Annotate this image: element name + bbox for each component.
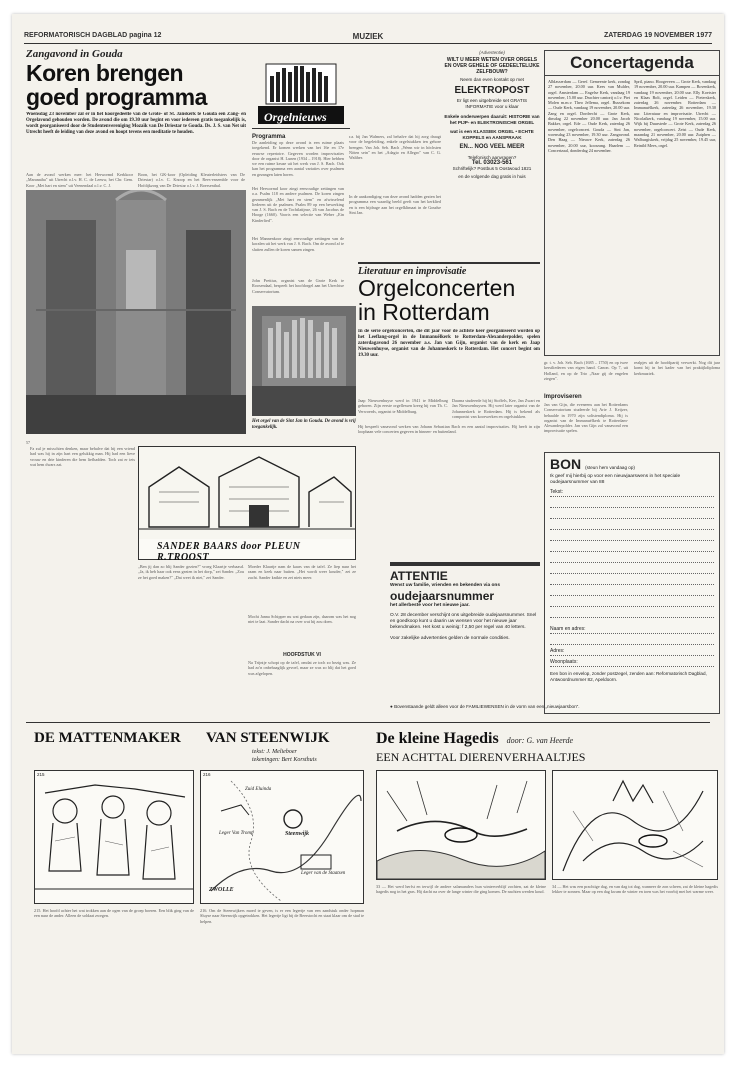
zangavond-kicker: Zangavond in Gouda — [26, 48, 123, 60]
map-label-leger-tromp: Leger Van Tromp — [219, 831, 254, 836]
sander-body-3: Moeder Klaartje nam de kaars van de tafel. Ze liep naar het raam en keek naar buiten. „Het wordt weer kouder," zei ze zacht. Sander knikte en zei niets meer. — [248, 564, 356, 580]
mattenmaker-credit-1: tekst: J. Melieboer — [252, 749, 297, 755]
header-section: MUZIEK — [352, 32, 384, 41]
bon-tekst-line-12[interactable] — [550, 610, 714, 618]
zangavond-body-2: Boon, het GK-koor (Opleiding Kleuterleidsters van De Driestar) o.l.v. C. Knoop en het Rees-ensemble voor de Hofdijkzorg van De Driestar o.l.v. J. Boersenthal. — [138, 172, 245, 188]
bon-tekst-line-8[interactable] — [550, 566, 714, 574]
hagedis-panel-34 — [552, 770, 718, 880]
orgelnieuws-body-5: r.a. bij Jan Walmers, zal behalve dat hij zorg draagt voor de begeleiding, enkele orgelstukken ten gehore brengen. Van Joh. Seb. Bach „Wenn wir in höchsten Nöten sein" en het „Adagio en Allegro" van C. G. Walther. — [349, 134, 441, 161]
bon-adres-label: Adres: — [550, 648, 565, 654]
zangavond-headline-2: goed programma — [26, 84, 207, 110]
sander-body-4: Mocht Janna Schipper nu wat gedaan zijn, daarom was het nog niet te laat. Sander dacht na over wat hij zou doen. — [248, 614, 356, 625]
bon-intro: Ik geef mij hierbij op voor een nieuwjaarswens in het speciale oudejaarsnummer van 88 — [550, 474, 681, 485]
elektropost-line-3: Er ligt een uitgebreide set GRATIS INFORMATIE voor u klaar — [456, 98, 528, 109]
orgelnieuws-body-3: Het Mannenkoor zingt eenvoudige zettingen van de koralen uit het werk van J. S. Bach. Om de avond af te sluiten zullen de koren samen zingen. — [252, 236, 344, 252]
attentie-body: O.V. 28 december verschijnt ons uitgebreide oudejaarsnummer. Snel en goedkoop kunt u daarin uw wensen voor het nieuwe jaar bekendmaken. Het kost u weinig: f 2,50 per regel van 40 letters. — [390, 613, 537, 630]
organ-photo — [252, 306, 356, 416]
map-drawing — [201, 771, 363, 903]
bon-tekst-line-4[interactable] — [550, 522, 714, 530]
elektropost-line-1: WILT U MEER WETEN OVER ORGELS EN OVER GEHELE OF GEDEELTELIJKE ZELFBOUW? — [444, 57, 540, 75]
elektropost-line-2: Neem dan even kontakt op met — [460, 77, 524, 82]
bon-tekst-line-10[interactable] — [550, 588, 714, 596]
bullet-icon: ● — [390, 704, 393, 709]
sander-baars-illustration — [138, 446, 356, 563]
bon-subtitle: (steun hem vandaag op) — [585, 465, 635, 470]
literatuur-lead: In de serie orgelconcerten, die dit jaar voor de achtste keer georganiseerd worden op het Leeflang-orgel in de Immanuëlkerk te Rotterdam-Alexanderpolder, spelen zaterdagavond 26 november a.s. Jan van Gijn, organist van de kerk en Jaap Nieuwenhuyse, organist van de Johanneskerk te Rotterdam. Het concert begint om 19.30 uur. — [358, 329, 540, 358]
header-date: ZATERDAG 19 NOVEMBER 1977 — [603, 32, 712, 39]
bon-tekst-line-5[interactable] — [550, 533, 714, 541]
church-photo-art — [26, 190, 246, 434]
sander-body-5: Na Trijntje schopt op de tafel, omdat ze toch zo bezig was. Ze had zo'n onbehaaglijk gevoel, maar ze was zo blij dat het goed was afgelopen. — [248, 660, 356, 676]
bon-naam-label: Naam en adres: — [550, 626, 586, 632]
sander-body-2: „Ben jij dan zo blij Sander gezien?" vroeg Klaartje verbaasd. „Ja, ik heb haar ook eens gezien in het dorp," zei Sander. „Zou ze het goed maken?" „Dat weet ik niet," zei Sander. — [138, 564, 244, 580]
mattenmaker-text-215: 215. Het hoofd achter het wat trokken aan de ogen van de groep boeren. Een blik ging van de een naar de ander. Alleen de soldaat zwegen. — [34, 908, 194, 919]
zangavond-body-1: Aan de avond werken mee: het Herwormd Kerkkoor „Maranatha" uit Utrecht o.l.v. H. C. de Leeuw, het Chr. Gem. Koor „Met hart en stem" uit Veenendaal o.l.v. C. J. — [26, 172, 133, 188]
zangavond-headline-1: Koren brengen — [26, 60, 184, 86]
comics-divider — [26, 722, 710, 723]
attentie-bottom-text: Bovenstaande geldt alleen voor de FAMILIEWENSEN in de vorm van een „nieuwjaarsbon". — [394, 704, 580, 709]
panel-number-215: 215 — [37, 772, 45, 777]
elektropost-line-8: en de volgende dag gratis in huis — [458, 174, 526, 179]
orgelnieuws-body-4: John Prettius, organist van de Grote Kerk te Roosendaal, bespeelt het hoofdorgel aan het Utrechtse Conservatorium. — [252, 278, 344, 294]
bon-adres-field[interactable] — [550, 648, 714, 656]
hagedis-text-34: 34 — Het was een prachtige dag, en van dag tot dag, wanneer de zon scheen, zat de kleine hagedis lekker te zonnen. Maar op een dag kwam de winter en toen was het voorbij met het warme weer. — [552, 884, 718, 895]
panel-number-216: 216 — [203, 772, 211, 777]
literatuur-headline-2: in Rotterdam — [358, 299, 490, 325]
bon-naam-line-2[interactable] — [550, 637, 714, 645]
page-header — [24, 32, 712, 42]
orgelnieuws-body-1: De aanleiding op deze avond is een ruime plaats toegekend. Er komen werken van het 16e en 17e eeuwse repertoire. Gegeven worden improvisaties door de organist H. Lunen (1934 – 1918). Hier hebben we een ruime keuze uit het werk van J. S. Bach. Ook kan het programma een aantal variaties over psalmen en gezangen laten horen. — [252, 140, 344, 177]
hagedis-title-2: door: G. van Heerde — [506, 736, 574, 745]
bon-tekst-line-11[interactable] — [550, 599, 714, 607]
header-rule — [24, 43, 712, 44]
map-label-leger-staatsen: Leger van de Staatsen — [301, 871, 346, 876]
hagedis-panel-33 — [376, 770, 546, 880]
mattenmaker-credit-2: tekeningen: Bert Korsthuis — [252, 757, 317, 763]
organ-photo-caption: Het orgel van de Sint Jan in Gouda. De avond is vrij toegankelijk. — [252, 419, 356, 430]
elektropost-advert — [444, 50, 540, 179]
zangavond-article — [26, 48, 246, 194]
mattenmaker-text-216: 216. Om de Steenwijkers moed te geven, is er een legertje van een zandstuk onder hopman Sluyse naar Steenwijk opgetrokken. Het legertje ligt bij de Beerstocht en staat klaar om de stad te helpen. — [200, 908, 364, 924]
bon-tekst-label: Tekst: — [550, 489, 564, 495]
literatuur-kicker: Literatuur en improvisatie — [358, 262, 540, 277]
sander-baars-drawing — [139, 447, 355, 539]
concertagenda-col-4: realpjes uit de hoofdpartij verwerkt. Nog dit jaar komt hij in het kader van het praktijkdiploma kerkmuziek. — [634, 360, 720, 376]
elektropost-line-6: EN... NOG VEEL MEER — [459, 144, 525, 150]
bon-tekst-line-6[interactable] — [550, 544, 714, 552]
bon-tekst-line-9[interactable] — [550, 577, 714, 585]
orgelnieuws-title: Orgelnieuws — [264, 110, 327, 124]
bon-tekst-line-3[interactable] — [550, 511, 714, 519]
orgelnieuws-body-6: In de aankondiging van deze avond hadden gezien het programma een waardig beeld geeft van het kerklied en is een bijdrage aan het orgelklimaat in de Goudse Sint Jan. — [349, 194, 441, 215]
elektropost-phone: Tel. 03023-561 — [471, 160, 513, 166]
elektropost-line-7: Telefonisch aanvragen? — [467, 155, 517, 160]
attentie-bottom — [390, 704, 720, 709]
mattenmaker-panel-2-map — [200, 770, 364, 904]
orgelnieuws-section: Programma — [252, 134, 286, 140]
improviseren-subhead: Improviseren — [544, 394, 582, 400]
attentie-line-3: het allerbeste voor het nieuwe jaar. — [390, 603, 470, 608]
map-label-zwolle: ZWOLLE — [209, 887, 234, 893]
sander-body-1: Fa zul je misschien denken, maar behalve dat hij een vriend had was hij in zijn hart een gelukkig man. Hij had een lieve vrouw en drie kinderen die hem liefhadden. Toch zat er iets wat hem dwars zat. — [30, 446, 135, 467]
bon-woonplaats-field[interactable] — [550, 659, 714, 667]
header-left: REFORMATORISCH DAGBLAD pagina 12 — [24, 32, 162, 39]
bon-tekst-line-2[interactable] — [550, 500, 714, 508]
concertagenda-col-2: Spril, piano. Hoogeveen — Grote Kerk, vandaag 19 november, 20.00 uur. Kampen — Bovenkerk, vandaag 19 november, 20.00 uur. Elly Koetsier en Klaas Bolt, orgel. Leiden — Pieterskerk, zaterdag 26 november. Rotterdam — Immanuëlkerk, zaterdag 26 november, 19.30 uur. Literatuur en improvisatie. Utrecht — Nicolaïkerk, vandaag 19 november, 15.00 uur. Wijk bij Duurstede — Grote Kerk, zaterdag 26 november, orgelconcert. Zeist — Oude Kerk, maandag 21 november, 20.00 uur. Zutphen — Walburgiskerk, vrijdag 25 november, 19.45 uur, Reinild Mees, orgel. — [634, 79, 716, 148]
bon-tekst-line-7[interactable] — [550, 555, 714, 563]
attentie-box — [390, 562, 540, 704]
literatuur-headline — [358, 276, 720, 324]
sander-panel-title: SANDER BAARS door PLEUN R.TROOST — [157, 541, 301, 563]
zangavond-lead: Woensdag 23 november zal er in het koorgedeelte van de Grote- of St. Janskerk te Gouda een Zang- en Orgelavond gehouden worden. De avond die om 19.30 uur begint en voor iedereen gratis toegankelijk is, wordt georganiseerd door de Studentenvereniging Mozaïk van De Driestar te Gouda. Ds. J. S. van Net uit Utrecht heeft de leiding van deze avond en hoopt tevens een meditatie te houden. — [26, 112, 246, 135]
advert-tag: (Advertentie) — [479, 50, 505, 55]
hagedis-text-33: 33 — Het werd herfst en terwijl de andere salamanders hun winterverblijf zochten, zat de kleine hagedis nog in het gras. Hij dacht na over de lange winter die ging komen. De nachten werden koud. — [376, 884, 546, 895]
improviseren-body: Jan van Gijn, die eveneens aan het Rotterdams Conservatorium studeerde bij Arie J. Keijzer, behaalde in 1970 zijn solistendiploma. Hij is organist van de Immanuëlkerk te Rotterdam-Alexanderpolder. Jan van Gijn zal vanavond een improvisatie spelen. — [544, 402, 628, 434]
orgelnieuws-logo — [252, 62, 350, 129]
attentie-footer: Voor zakelijke advertenties gelden de normale condities. — [390, 636, 510, 641]
hagedis-title-1: De kleine Hagedis — [376, 730, 499, 747]
organ-photo-art — [252, 306, 356, 416]
literatuur-body-2: Daarna studeerde hij bij Stoffels, Kee, Jan Zwart en Jan Nieuwenhuysen. Hij werd later organist van de Johanneskerk te Rotterdam. Hij is bekend als componist van koorwerken en orgelstukken. — [452, 398, 540, 419]
attentie-title: ATTENTIE — [390, 569, 448, 583]
elektropost-line-5: wat is een KLASSIEK ORGEL • ECHTE KOPPELS en AANSPRAAK — [450, 129, 534, 140]
hagedis-drawing-1 — [377, 771, 545, 879]
elektropost-brand: ELEKTROPOST — [454, 85, 530, 96]
sander-episode: 57 — [26, 440, 30, 445]
bon-title: BON — [550, 456, 582, 472]
bon-naam-field[interactable] — [550, 626, 714, 634]
hagedis-drawing-2 — [553, 771, 717, 879]
newspaper-page — [12, 14, 724, 1054]
bon-woonplaats-label: Woonplaats: — [550, 659, 578, 665]
church-interior-photo — [26, 190, 246, 434]
attentie-line-2: oudejaarsnummer — [390, 589, 495, 603]
elektropost-line-4: Enkele onderwerpen daaruit: HISTORIE van het PIJP- en ELEKTRONISCHE ORGEL — [444, 114, 540, 125]
mattenmaker-panel-1 — [34, 770, 194, 904]
map-label-steenwijk: Steenwijk — [285, 831, 310, 837]
literatuur-body-1: Jaap Nieuwenhuyse werd in 1941 te Middelburg geboren. Zijn eerste orgellessen kreeg hij van Th. C. Verwoerds, organist te Middelburg. — [358, 398, 448, 414]
sander-subhead: HOOFDSTUK VI — [283, 652, 321, 658]
concertagenda-col-3: gr. t. v. Joh. Seb. Bach (1685 – 1750) en op twee kerstliederen van eigen hand. Canon. Op 7, uit Holland, en op de Trio „Naar gij de engelen ziegen". — [544, 360, 628, 381]
literatuur-headline-1: Orgelconcerten — [358, 275, 516, 301]
bon-form — [544, 452, 720, 714]
bon-tekst-field[interactable] — [550, 489, 714, 497]
concertagenda-col-1: Alblasserdam — Geref. Gemeente kerk, zondag 27 november, 20.00 uur. Kees van Mulder, orgel. Amsterdam — Engelse Kerk, vandaag 19 november, 15.00 uur. Drachter cantorij o.l.v. Piet Molen m.m.v. Theo Jellema, orgel. Bussekom — Oude Kerk, vandaag 19 november, 20.00 uur. Zang en orgel. Dordrecht — Grote Kerk, dinsdag 22 november 20.00 uur. Jan Jacob Bakker, orgel. Ede — Oude Kerk, zaterdag 26 november, orgelconcert. Gouda — Sint Jan, woensdag 23 november, 19.30 uur. Zangavond. Den Haag — Nieuwe Kerk, zaterdag 26 november, 20.00 uur, koorzang. Haarlem — Concertzaal, donderdag 24 november. — [548, 79, 630, 153]
mattenmaker-title-2: VAN STEENWIJK — [206, 730, 330, 746]
mattenmaker-title-1: DE MATTENMAKER — [34, 730, 181, 746]
bon-note: Een bon in envelop, zonder postzegel, zenden aan: Reformatorisch Dagblad, Antwoordnummer 82, Apeldoorn. — [550, 671, 707, 682]
mattenmaker-drawing-1 — [35, 771, 193, 903]
hagedis-header — [376, 730, 718, 765]
map-label-zuid-eluinda: Zuid Eluinda — [245, 787, 272, 792]
concertagenda-title: Concertagenda — [545, 51, 719, 76]
orgelnieuws-body-2: Het Herwormd koor zingt eenvoudige zettingen van o.a. Psalm 118 en andere psalmen. De koren zingen gezamenlijk „Met hart en stem" en afwisselend liederen uit de psalmen. Psalm 89 op een bewerking van J. S. Bach en de Tochtlatijnse, 26 van Jacobus de Hooge (1660). Voorts een selectie van Weber „Ein Kinderlied". — [252, 186, 344, 223]
elektropost-address: Schriftelijk? Postbus 5 Oostwoud 1821 — [452, 166, 532, 171]
hagedis-subtitle: EEN ACHTTAL DIERENVERHAALTJES — [376, 750, 586, 764]
mattenmaker-header — [34, 730, 364, 770]
attentie-line-1: Wenst uw familie, vrienden en bekenden via ons — [390, 583, 501, 588]
literatuur-body-3: Hij bespeelt vanavond werken van Johann Sebastian Bach en een aantal improvisaties. Hij heeft in zijn loopbaan vele concerten gegeven in binnen- en buitenland. — [358, 424, 540, 435]
